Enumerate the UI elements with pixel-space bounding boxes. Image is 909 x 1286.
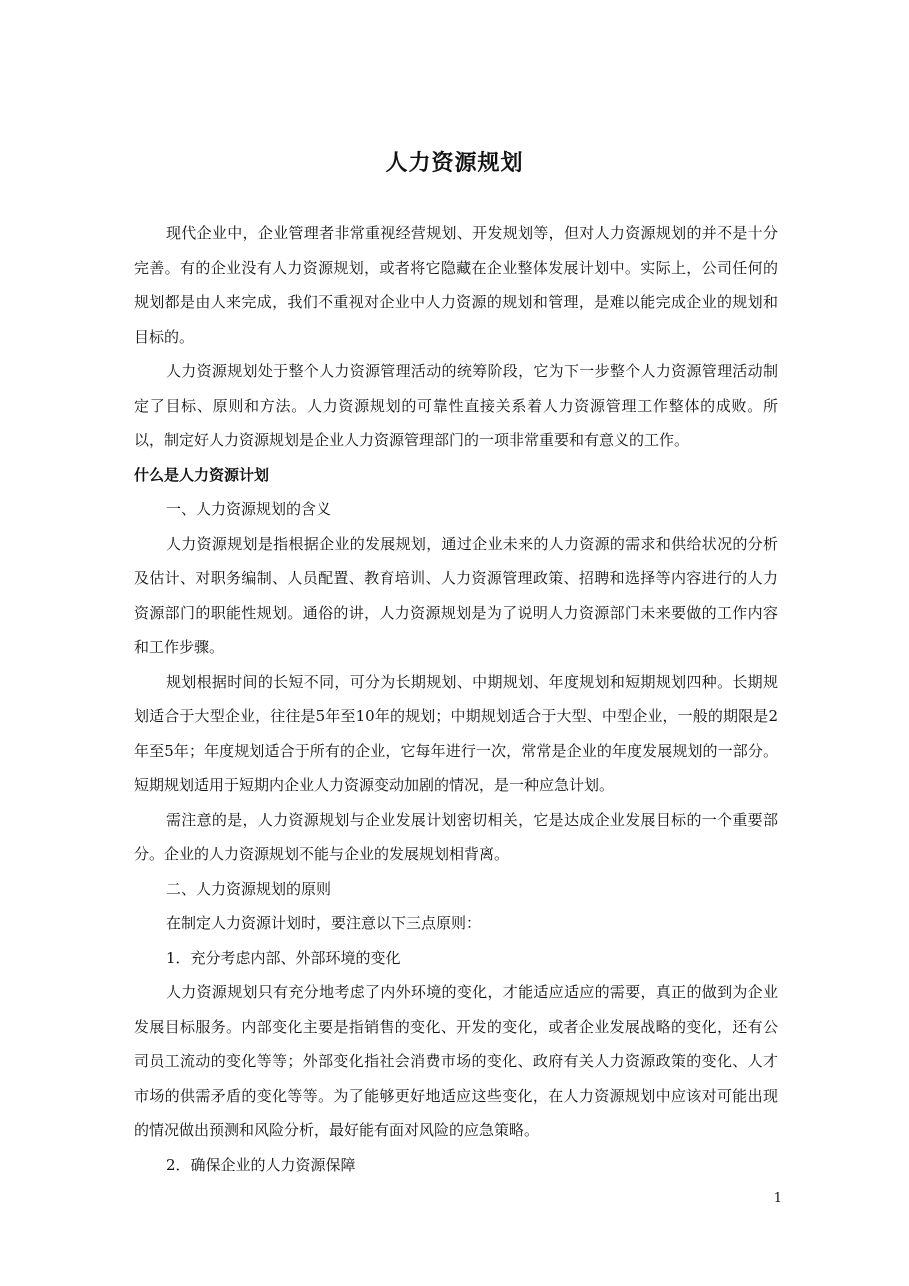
subsection-heading-meaning: 一、人力资源规划的含义 <box>166 500 332 518</box>
paragraph-principles-intro: 在制定人力资源计划时，要注意以下三点原则： <box>166 914 482 932</box>
section-heading: 什么是人力资源计划 <box>134 465 270 484</box>
paragraph-planning-types: 规划根据时间的长短不同，可分为长期规划、中期规划、年度规划和短期规划四种。长期规划适合于大型企业，往往是5年至10年的规划；中期规划适合于大型、中型企业，一般的期限是2年至5年；年度规划适合于所有的企业，它每年进行一次，常常是企业的年度发展规划的一部分。短期规划适用于短期内企业人力资源变动加剧的情况，是一种应急计划。 <box>134 672 778 794</box>
paragraph-intro: 现代企业中，企业管理者非常重视经营规划、开发规划等，但对人力资源规划的并不是十分完善。有的企业没有人力资源规划，或者将它隐藏在企业整体发展计划中。实际上，公司任何的规划都是由人来完成，我们不重视对企业中人力资源的规划和管理，是难以能完成企业的规划和目标的。 <box>134 224 778 346</box>
document-body <box>134 216 778 1182</box>
principle-heading-2: 2．确保企业的人力资源保障 <box>166 1155 356 1174</box>
paragraph-planning-stage: 人力资源规划处于整个人力资源管理活动的统筹阶段，它为下一步整个人力资源管理活动制定了目标、原则和方法。人力资源规划的可靠性直接关系着人力资源管理工作整体的成败。所以，制定好人力资源规划是企业人力资源管理部门的一项非常重要和有意义的工作。 <box>134 362 778 449</box>
paragraph-environment-changes: 人力资源规划只有充分地考虑了内外环境的变化，才能适应适应的需要，真正的做到为企业发展目标服务。内部变化主要是指销售的变化、开发的变化，或者企业发展战略的变化，还有公司员工流动的变化等等；外部变化指社会消费市场的变化、政府有关人力资源政策的变化、人才市场的供需矛盾的变化等等。为了能够更好地适应这些变化，在人力资源规划中应该对可能出现的情况做出预测和风险分析，最好能有面对风险的应急策略。 <box>134 983 778 1139</box>
page-number: 1 <box>773 1191 782 1206</box>
paragraph-definition: 人力资源规划是指根据企业的发展规划，通过企业未来的人力资源的需求和供给状况的分析及估计、对职务编制、人员配置、教育培训、人力资源管理政策、招聘和选择等内容进行的人力资源部门的职能性规划。通俗的讲，人力资源规划是为了说明人力资源部门未来要做的工作内容和工作步骤。 <box>134 534 778 656</box>
subsection-heading-principles: 二、人力资源规划的原则 <box>166 879 332 898</box>
paragraph-note: 需注意的是，人力资源规划与企业发展计划密切相关，它是达成企业发展目标的一个重要部分。企业的人力资源规划不能与企业的发展规划相背离。 <box>134 810 778 863</box>
document-title: 人力资源规划 <box>385 150 524 176</box>
principle-heading-1: 1．充分考虑内部、外部环境的变化 <box>166 948 401 967</box>
